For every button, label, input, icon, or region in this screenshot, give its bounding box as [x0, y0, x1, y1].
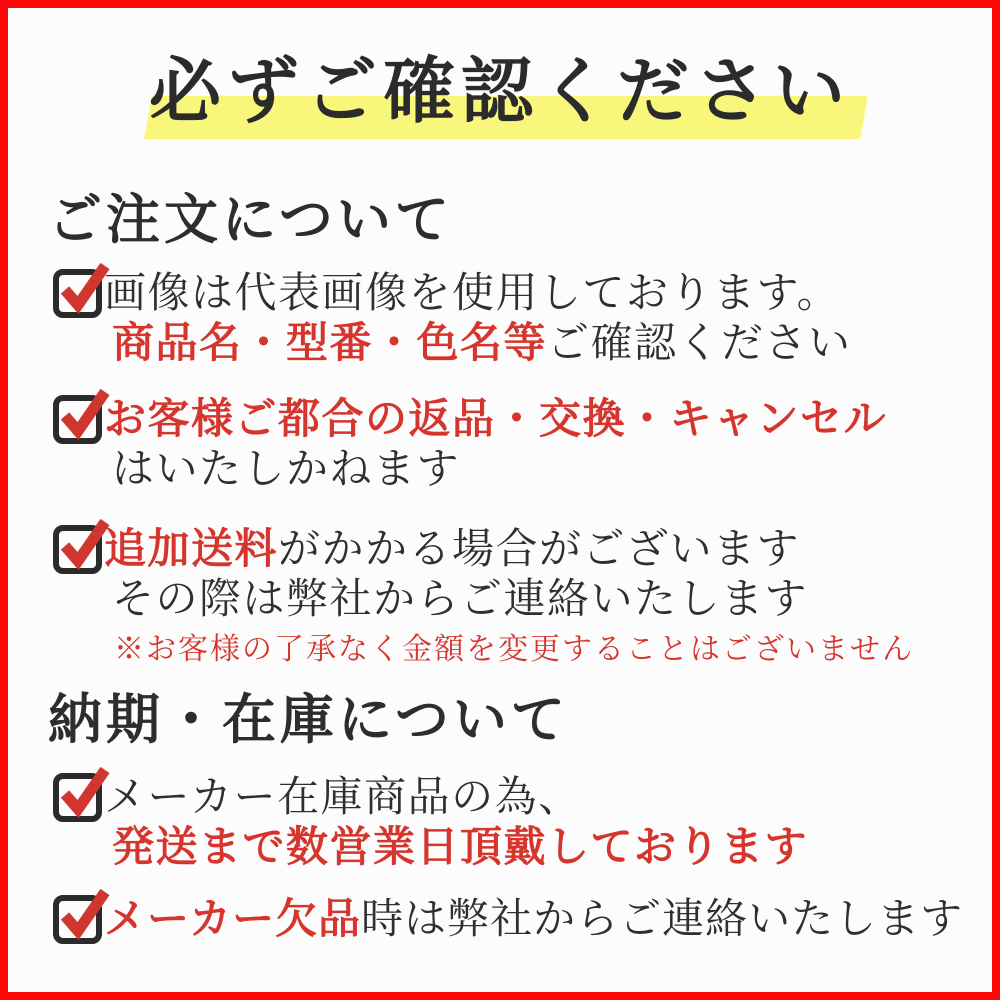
item-text — [104, 268, 852, 368]
item-text — [104, 524, 914, 668]
checkbox-checked-icon — [54, 772, 104, 825]
item-line: 商品名・型番・色名等ご確認ください — [112, 318, 852, 367]
item-text — [104, 772, 808, 872]
item-line: 発送まで数営業日頂戴しております — [112, 822, 809, 871]
list-item — [54, 394, 887, 494]
item-text — [104, 394, 887, 494]
item-line: 追加送料がかかる場合がございます — [104, 524, 801, 573]
section-heading-order: ご注文について — [48, 187, 453, 251]
checkbox-checked-icon — [54, 894, 104, 947]
page-title: 必ずご確認ください — [148, 48, 851, 133]
list-item — [54, 524, 914, 668]
item-line: 画像は代表画像を使用しております。 — [104, 268, 841, 317]
item-note: ※お客様の了承なく金額を変更することはございません — [114, 632, 914, 667]
list-item — [54, 772, 808, 872]
checkbox-checked-icon — [54, 524, 104, 577]
checkbox-checked-icon — [54, 268, 104, 321]
item-line: お客様ご都合の返品・交換・キャンセル — [104, 394, 888, 443]
item-line: はいたしかねます — [112, 444, 461, 493]
checkbox-checked-icon — [54, 394, 104, 447]
item-line: その際は弊社からご連絡いたします — [112, 574, 809, 623]
list-item — [54, 268, 852, 368]
item-line: メーカー在庫商品の為、 — [104, 772, 582, 821]
list-item — [54, 894, 963, 947]
item-text — [104, 894, 963, 944]
section-heading-stock: 納期・在庫について — [48, 687, 569, 751]
item-line: メーカー欠品時は弊社からご連絡いたします — [104, 894, 964, 943]
